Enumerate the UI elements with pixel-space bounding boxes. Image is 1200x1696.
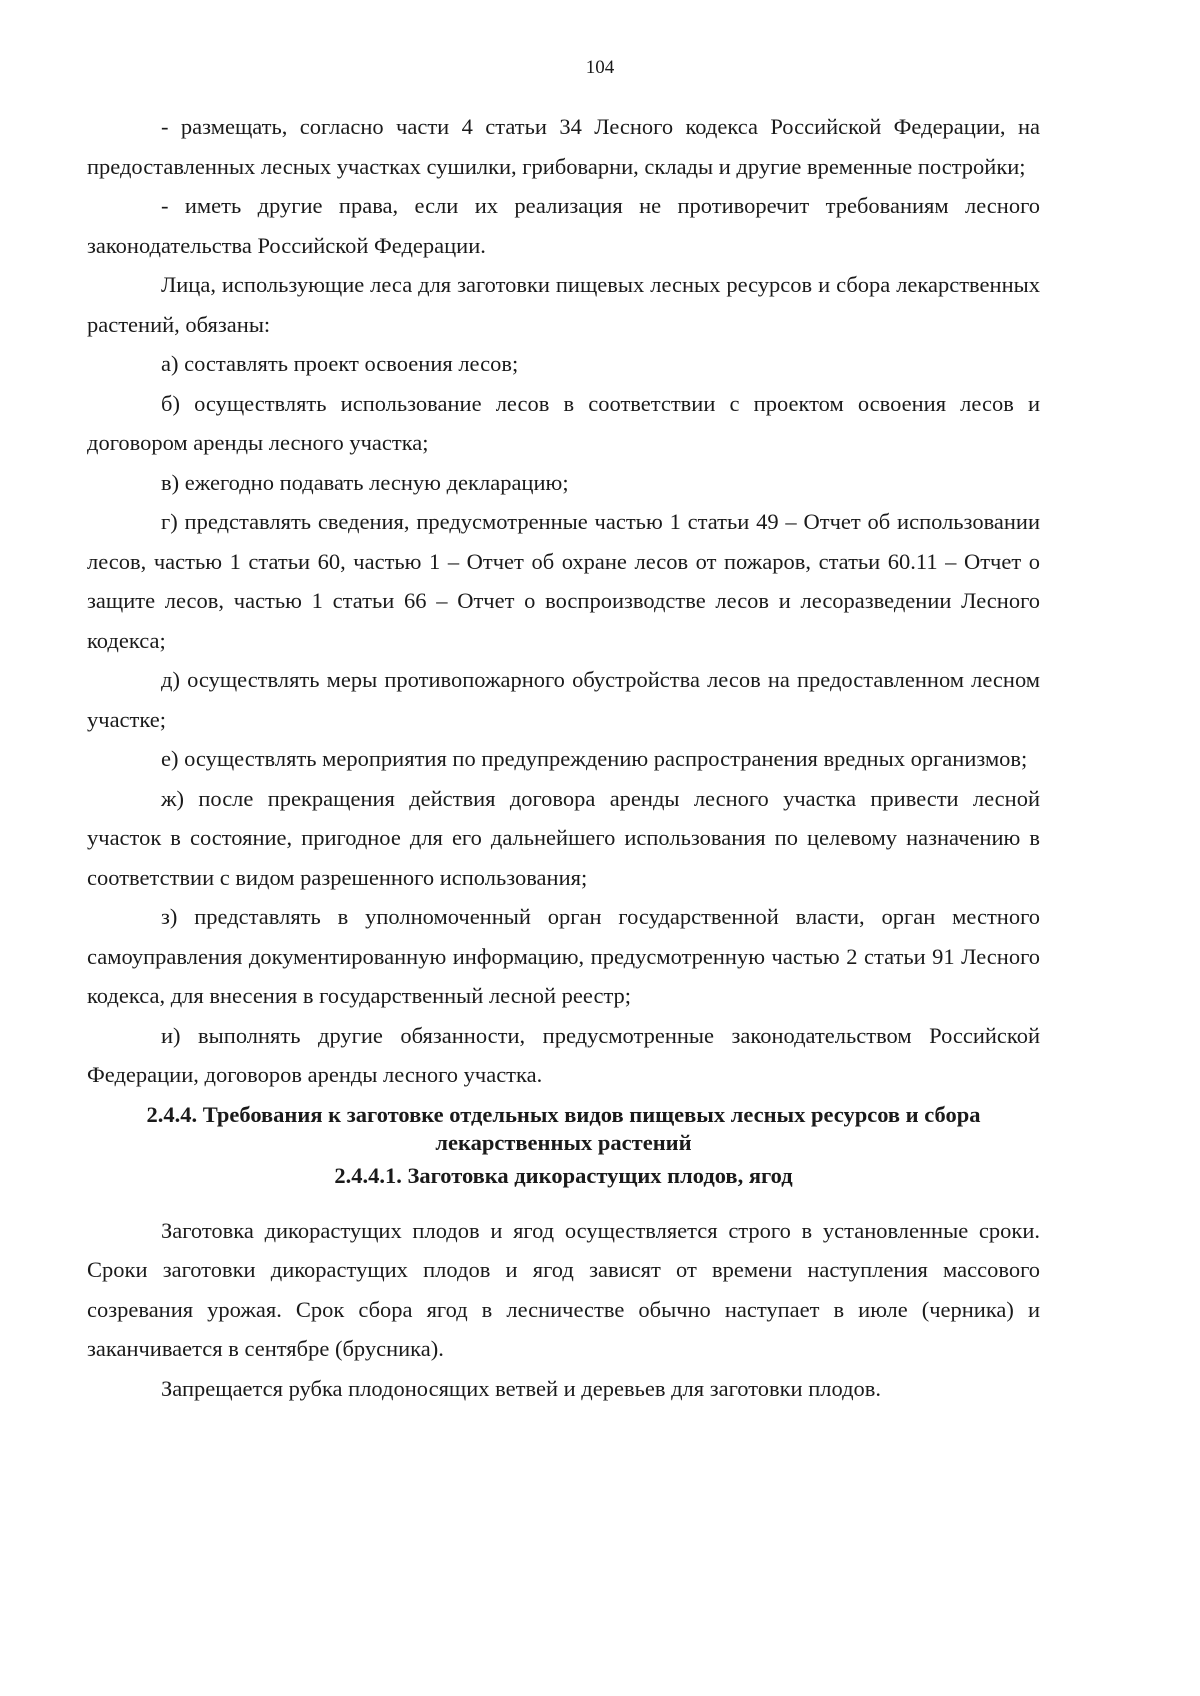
section-heading: 2.4.4. Требования к заготовке отдельных видов пищевых лесных ресурсов и сбора лекарственных растений bbox=[146, 1101, 981, 1155]
paragraph-item-a: а) составлять проект освоения лесов; bbox=[161, 351, 519, 376]
paragraph-other-rights: - иметь другие права, если их реализация не противоречит требованиям лесного законодательства Российской Федерации. bbox=[87, 193, 1040, 258]
paragraph-item-e: е) осуществлять мероприятия по предупреждению распространения вредных организмов; bbox=[161, 746, 1028, 771]
paragraph-item-v: в) ежегодно подавать лесную декларацию; bbox=[161, 469, 569, 495]
paragraph-item-d: д) осуществлять меры противопожарного обустройства лесов на предоставленном лесном участке; bbox=[87, 667, 1040, 732]
paragraph-prohibition: Запрещается рубка плодоносящих ветвей и деревьев для заготовки плодов. bbox=[161, 1375, 882, 1401]
paragraph-obligations-intro: Лица, использующие леса для заготовки пищевых лесных ресурсов и сбора лекарственных растений, обязаны: bbox=[87, 272, 1040, 337]
paragraph-item-z: з) представлять в уполномоченный орган государственной власти, орган местного самоуправления документированную информацию, предусмотренную частью 2 статьи 91 Лесного кодекса, для внесения в государственный лесной реестр; bbox=[87, 904, 1040, 1008]
paragraph-item-b: б) осуществлять использование лесов в соответствии с проектом освоения лесов и договором аренды лесного участка; bbox=[87, 390, 1040, 455]
paragraph-drying-facilities: - размещать, согласно части 4 статьи 34 Лесного кодекса Российской Федерации, на предоставленных лесных участках сушилки, грибоварни, склады и другие временные постройки; bbox=[87, 114, 1040, 179]
paragraph-item-zh: ж) после прекращения действия договора аренды лесного участка привести лесной участок в состояние, пригодное для его дальнейшего использования по целевому назначению в соответствии с видом разрешенного использования; bbox=[87, 785, 1040, 890]
paragraph-item-g: г) представлять сведения, предусмотренные частью 1 статьи 49 – Отчет об использовании лесов, частью 1 статьи 60, частью 1 – Отчет об охране лесов от пожаров, статьи 60.11 – Отчет о защите лесов, частью 1 статьи 66 – Отчет о воспроизводстве лесов и лесоразведении Лесного кодекса; bbox=[87, 509, 1040, 653]
paragraph-harvest-timing: Заготовка дикорастущих плодов и ягод осуществляется строго в установленные сроки. Сроки заготовки дикорастущих плодов и ягод зависят от времени наступления массового созревания урожая. Срок сбора ягод в лесничестве обычно наступает в июле (черника) и заканчивается в сентябре (брусника). bbox=[87, 1217, 1040, 1361]
document-body bbox=[87, 107, 1040, 1408]
page-number: 104 bbox=[585, 57, 615, 78]
paragraph-item-i: и) выполнять другие обязанности, предусмотренные законодательством Российской Федерации, договоров аренды лесного участка. bbox=[87, 1022, 1040, 1087]
subsection-heading: 2.4.4.1. Заготовка дикорастущих плодов, ягод bbox=[334, 1162, 793, 1188]
